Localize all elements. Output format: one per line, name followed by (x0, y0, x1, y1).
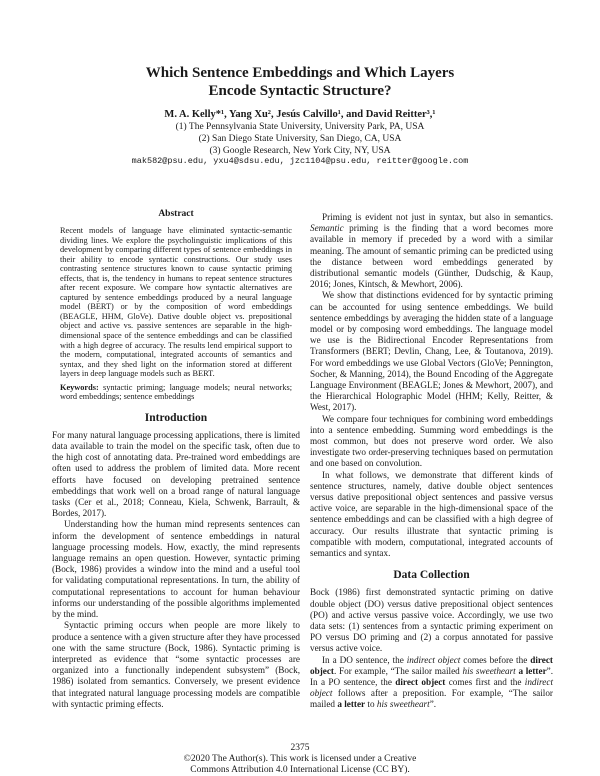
intro-paragraph-2: Understanding how the human mind represents sentences can inform the development of sentence embeddings in natural language processing models. How, exactly, the mind represents language remains an open question. However, syntactic priming (Bock, 1986) provides a window into the mind and a useful tool for validating computational representations. In turn, the ability of computational representations to account for human behaviour informs our understanding of the possible algorithms implemented by the mind. (52, 519, 300, 620)
embeddings-paragraph: We show that distinctions evidenced for by syntactic priming can be accounted for using sentence embeddings. We build sentence embeddings by averaging the hidden state of a language model or by composing word embeddings. The language model we use is the Bidirectional Encoder Representations from Transformers (BERT; Devlin, Chang, Lee, & Toutanova, 2019). For word embeddings we use Global Vectors (GloVe; Pennington, Socher, & Manning, 2014), the Bound Encoding of the Aggregate Language Environment (BEAGLE; Jones & Mewhort, 2007), and the Hierarchical Holographic Model (HHM; Kelly, Reitter, & West, 2017). (310, 290, 554, 413)
right-column (310, 208, 553, 711)
t: direct object (395, 676, 446, 687)
page-number: 2375 (290, 743, 310, 753)
introduction-heading: Introduction (144, 411, 208, 424)
keywords (60, 383, 292, 402)
p1-start: Priming is evident not just in syntax, but also in semantics. (322, 212, 553, 222)
t: direct object (310, 654, 553, 676)
t: follows after a preposition. For example, “The sailor mailed (310, 688, 553, 710)
license-line-2: Commons Attribution 4.0 International License (CC BY). (190, 765, 410, 775)
t: comes before the (463, 654, 528, 665)
data-collection-heading: Data Collection (393, 569, 470, 582)
license-notice (0, 754, 600, 776)
license-line-1: ©2020 The Author(s). This work is licensed under a Creative (183, 754, 417, 764)
keywords-label: Keywords: (60, 382, 99, 392)
t: a letter (518, 665, 547, 676)
author-list: M. A. Kelly*¹, Yang Xu², Jesús Calvillo¹, and David Reitter³,¹ (164, 109, 436, 120)
semantic-priming-paragraph (310, 212, 553, 290)
t: his sweetheart (462, 665, 516, 676)
t: a letter (337, 699, 366, 710)
author-emails: mak582@psu.edu, yxu4@sdsu.edu, jzc1104@psu.edu, reitter@google.com (131, 156, 469, 166)
t: ”. In a PO sentence, the (310, 665, 554, 687)
techniques-paragraph: We compare four techniques for combining word embeddings into a sentence embedding. Summing word embeddings is the most common, but does not preserve word order. We also investigate two order-preserving techniques based on permutation and one based on convolution. (310, 413, 553, 469)
t: ”. (429, 699, 437, 710)
intro-paragraph-1: For many natural language processing applications, there is limited data available to train the model on the specific task, often due to the high cost of annotating data. Pre-trained word embeddings are often used to address the problem of limited data. More recent efforts have focused on developing pretrained sentence embeddings that work well on a broad range of natural language tasks (Cer et al., 2018; Conneau, Kiela, Schwenk, Barrault, & Bordes, 2017). (52, 429, 300, 519)
title-line-2: Encode Syntactic Structure? (208, 83, 392, 99)
demonstration-paragraph: In what follows, we demonstrate that different kinds of sentence structures, namely, dative double object sentences versus dative prepositional object sentences and passive versus active voice, are separable in the high-dimensional space of the sentence embeddings and can be classified with a high degree of accuracy. Our results illustrate that syntactic priming is compatible with modern, computational, integrated accounts of semantics and syntax. (310, 469, 553, 559)
paper-title (0, 64, 600, 100)
title-line-1: Which Sentence Embeddings and Which Layers (145, 65, 455, 81)
t: indirect object (406, 654, 461, 665)
t: comes first and the (448, 676, 522, 687)
t: In a DO sentence, the (322, 654, 404, 665)
abstract-heading: Abstract (158, 209, 194, 219)
t: . For example, “The sailor mailed (333, 665, 460, 676)
abstract-text: Recent models of language have eliminated syntactic-semantic dividing lines. We explore the psycholinguistic implications of this development by comparing different types of sentence embeddings in their ability to encode syntactic constructions. Our study uses contrasting sentence structures known to cause syntactic priming effects, that is, the tendency in humans to repeat sentence structures after recent exposure. We compare how syntactic alternatives are captured by sentence embeddings produced by a neural language model (BERT) or by the composition of word embeddings (BEAGLE, HHM, GloVe). Dative double object vs. prepositional object and active vs. passive sentences are separable in the high-dimensional space of the sentence embeddings and can be classified with a high degree of accuracy. The results lend empirical support to the modern, computational, integrated accounts of semantics and syntax, and they shed light on the information stored at different layers in deep language models such as BERT. (60, 226, 292, 379)
data-paragraph-2 (310, 655, 553, 711)
data-paragraph-1: Bock (1986) first demonstrated syntactic priming on dative double object (DO) versus dative prepositional object sentences (PO) and active versus passive voice. Accordingly, we use two data sets: (1) sentences from a syntactic priming experiment on PO versus DO priming and (2) a corpus annotated for passive versus active voice. (310, 587, 553, 654)
left-column (52, 208, 300, 710)
p1-rest: priming is the finding that a word becomes more available in memory if preceded by a word with a similar meaning. The amount of semantic priming can be predicted using the distance between word embeddings generated by distributional semantic models (Günther, Dudschig, & Kaup, 2016; Jones, Kintsch, & Mewhort, 2006). (310, 223, 554, 290)
p1-italic: Semantic (310, 223, 344, 234)
keywords-text: syntactic priming; language models; neural networks; word embeddings; sentence embeddings (60, 382, 293, 402)
t: to (367, 699, 375, 710)
affiliation-2: (2) San Diego State University, San Diego, CA, USA (198, 134, 402, 144)
t: indirect object (310, 676, 554, 699)
t: his sweetheart (376, 699, 430, 710)
intro-paragraph-3: Syntactic priming occurs when people are more likely to produce a sentence with a given structure after they have processed one with the same structure (Bock, 1986). Syntactic priming is interpreted as evidence that “some syntactic processes are organized into a functionally independent subsystem” (Bock, 1986) isolated from semantics. Conversely, we present evidence that integrated natural language processing models are compatible with syntactic priming effects. (52, 620, 300, 709)
affiliation-1: (1) The Pennsylvania State University, University Park, PA, USA (175, 122, 425, 132)
affiliation-3: (3) Google Research, New York City, NY, USA (209, 146, 391, 156)
